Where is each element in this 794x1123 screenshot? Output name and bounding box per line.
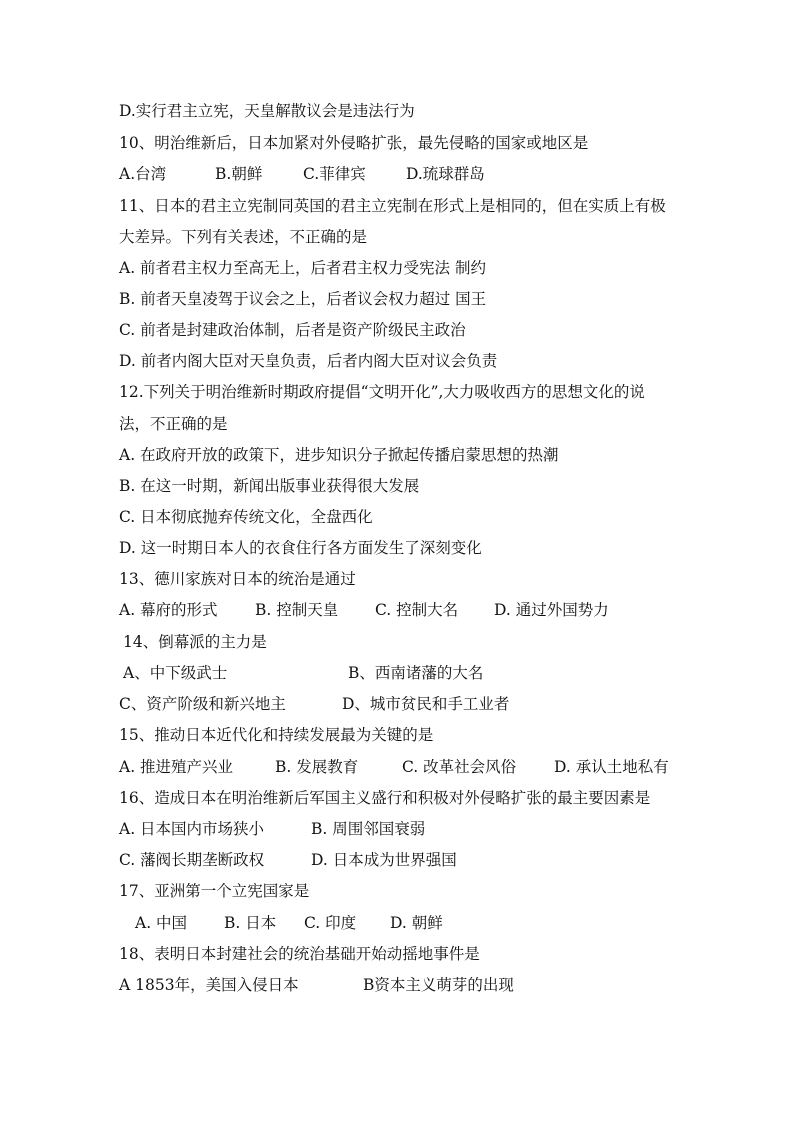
q11-stem-line1: 11、日本的君主立宪制同英国的君主立宪制在形式上是相同的，但在实质上有极 — [119, 197, 666, 215]
q14-option-b: B、西南诸藩的大名 — [348, 664, 484, 682]
q14-stem: 14、倒幕派的主力是 — [123, 633, 267, 651]
q16-option-a: A. 日本国内市场狭小 — [119, 820, 265, 838]
q16-option-b: B. 周围邻国衰弱 — [311, 820, 426, 838]
q15-option-d: D. 承认土地私有 — [554, 758, 669, 776]
q13-option-c: C. 控制大名 — [375, 601, 459, 619]
q11-option-b: B. 前者天皇凌驾于议会之上，后者议会权力超过 国王 — [119, 290, 487, 308]
q17-option-c: C. 印度 — [304, 914, 357, 932]
q14-option-d: D、城市贫民和手工业者 — [342, 695, 510, 713]
q13-option-d: D. 通过外国势力 — [494, 601, 609, 619]
q15-option-b: B. 发展教育 — [275, 758, 359, 776]
q13-option-b: B. 控制天皇 — [255, 601, 339, 619]
q9-option-d: D.实行君主立宪，天皇解散议会是违法行为 — [119, 102, 415, 120]
q12-option-b: B. 在这一时期，新闻出版事业获得很大发展 — [119, 477, 420, 495]
q13-stem: 13、德川家族对日本的统治是通过 — [119, 570, 356, 588]
q11-option-a: A. 前者君主权力至高无上，后者君主权力受宪法 制约 — [119, 259, 486, 277]
q17-option-a: A. 中国 — [135, 914, 188, 932]
q12-option-c: C. 日本彻底抛弃传统文化，全盘西化 — [119, 508, 373, 526]
q10-option-b: B.朝鲜 — [215, 165, 263, 183]
q10-option-a: A.台湾 — [119, 165, 167, 183]
q17-option-b: B. 日本 — [224, 914, 277, 932]
q10-option-c: C.菲律宾 — [303, 165, 366, 183]
q16-stem: 16、造成日本在明治维新后军国主义盛行和积极对外侵略扩张的最主要因素是 — [119, 789, 651, 807]
q18-option-a: A 1853年，美国入侵日本 — [119, 976, 299, 994]
q17-stem: 17、亚洲第一个立宪国家是 — [119, 882, 310, 900]
q13-option-a: A. 幕府的形式 — [119, 601, 218, 619]
q10-stem: 10、明治维新后，日本加紧对外侵略扩张，最先侵略的国家或地区是 — [119, 134, 589, 152]
q18-option-b: B资本主义萌芽的出现 — [363, 976, 514, 994]
q12-option-a: A. 在政府开放的政策下，进步知识分子掀起传播启蒙思想的热潮 — [119, 446, 559, 464]
q15-option-c: C. 改革社会风俗 — [402, 758, 517, 776]
q12-option-d: D. 这一时期日本人的衣食住行各方面发生了深刻变化 — [119, 539, 482, 557]
q15-stem: 15、推动日本近代化和持续发展最为关键的是 — [119, 726, 434, 744]
q16-option-c: C. 藩阀长期垄断政权 — [119, 851, 265, 869]
q18-stem: 18、表明日本封建社会的统治基础开始动摇地事件是 — [119, 945, 480, 963]
q11-stem-line2: 大差异。下列有关表述，不正确的是 — [119, 228, 368, 246]
q12-stem-line1: 12.下列关于明治维新时期政府提倡“文明开化”,大力吸收西方的思想文化的说 — [119, 383, 645, 401]
q16-option-d: D. 日本成为世界强国 — [311, 851, 457, 869]
q11-option-d: D. 前者内阁大臣对天皇负责，后者内阁大臣对议会负责 — [119, 352, 498, 370]
q12-stem-line2: 法，不正确的是 — [119, 415, 228, 433]
q17-option-d: D. 朝鲜 — [390, 914, 443, 932]
q14-option-a: A、中下级武士 — [123, 664, 228, 682]
q14-option-c: C、资产阶级和新兴地主 — [119, 695, 286, 713]
q15-option-a: A. 推进殖产兴业 — [119, 758, 234, 776]
q10-option-d: D.琉球群岛 — [406, 165, 485, 183]
q11-option-c: C. 前者是封建政治体制，后者是资产阶级民主政治 — [119, 321, 466, 339]
